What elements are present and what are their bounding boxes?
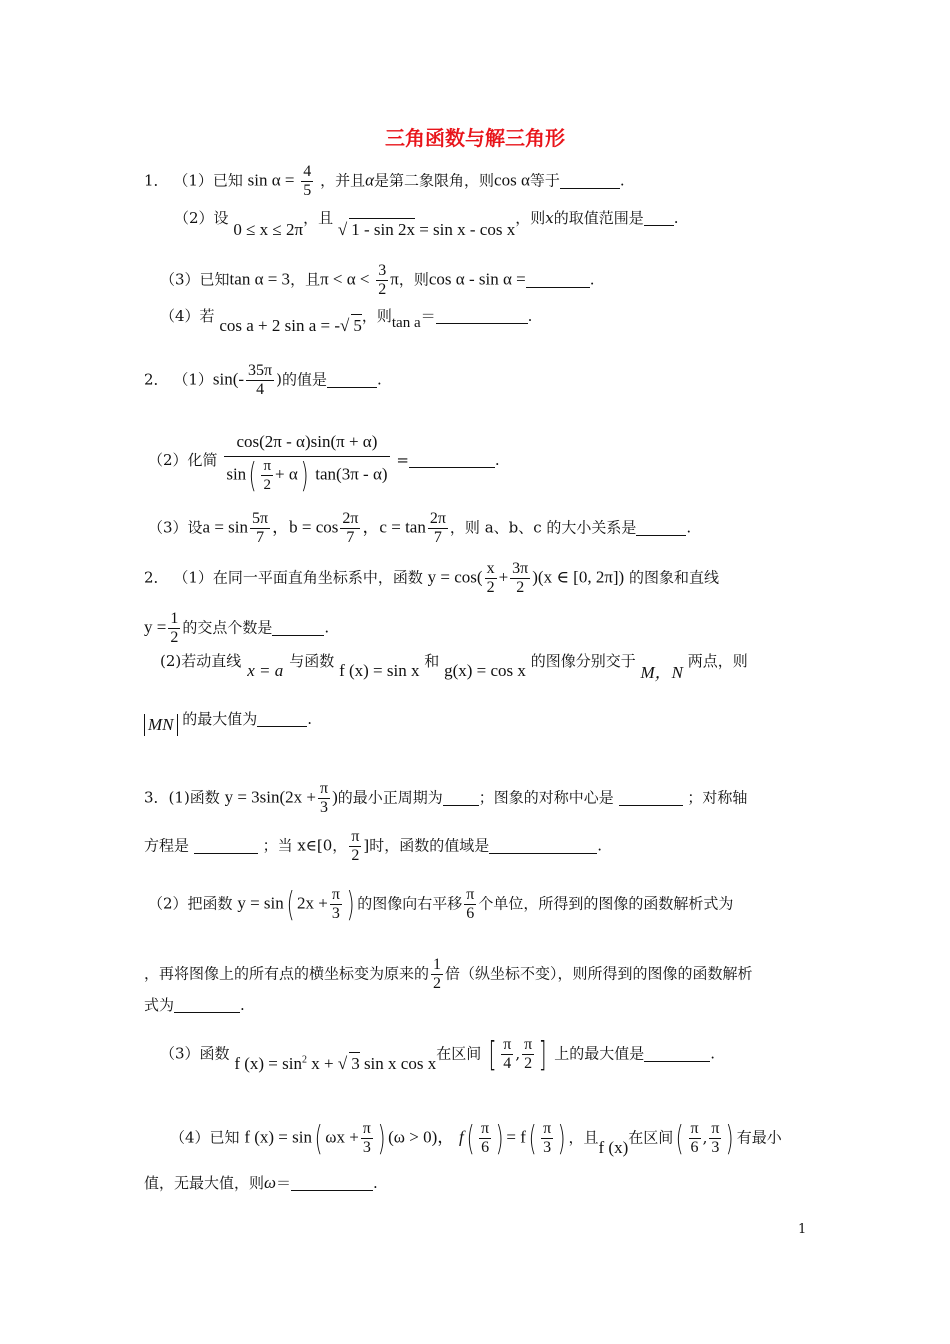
answer-blank[interactable] <box>489 838 597 854</box>
frac-den: 7 <box>256 529 265 546</box>
q2b-p1-line: y = <box>144 617 167 637</box>
q3-part1-cont: 方程是 ；当 x∈[0， $\frac{\pi}{2}$ ]时，函数的值域是 . <box>144 828 603 864</box>
answer-blank[interactable] <box>194 845 258 854</box>
q3-p4-eq: ＝ <box>276 1174 292 1192</box>
answer-blank[interactable] <box>436 308 528 324</box>
q2-p1-fraction <box>246 362 274 399</box>
q3-p4-f2-fraction <box>541 1120 553 1157</box>
q3-part2-cont <box>144 956 753 993</box>
frac-den: 5 <box>303 182 312 199</box>
q3-p4-fraction <box>361 1120 373 1157</box>
q3-p1-text: ；对称轴 <box>687 788 748 807</box>
q1-p3-expr: tan α = 3 <box>229 269 291 289</box>
frac-den: 2 <box>351 847 360 864</box>
q3-part3: （3）函数 f $(x) = \sin^2 x$ + √ 3 sin x cos x在区间 [ $\frac{\pi}{4}$ , $\frac{\pi}{2}$ ] 上的最大值是 . <box>160 1034 716 1075</box>
frac-num: 2π <box>342 510 359 527</box>
frac-den: 3 <box>543 1139 552 1156</box>
q3-p4-text: 有最小 <box>736 1128 782 1147</box>
q3-p4-text: ，且 <box>568 1128 599 1147</box>
q2b-p1-fraction2 <box>510 560 530 597</box>
frac-den: 6 <box>466 905 475 922</box>
frac-num: π <box>351 828 360 845</box>
answer-blank[interactable] <box>291 1175 373 1191</box>
frac-den: 7 <box>346 529 355 546</box>
q3-p3-label: （3）函数 <box>160 1044 230 1063</box>
paren: ( <box>466 1118 475 1159</box>
q1-p2-label: （2）设 <box>174 209 229 227</box>
q2-p1-label: （1） <box>173 370 213 389</box>
q3-part2 <box>148 886 733 923</box>
q3-p3-expr: f $(x) = \sin^2 x$ + √ 3 sin x cos x <box>234 1053 437 1073</box>
q2b-part1-cont: y = $\frac{1}{2}$ 的交点个数是 . <box>144 610 330 646</box>
answer-blank[interactable] <box>560 173 620 189</box>
q2b-number: 2． <box>144 568 169 587</box>
q3-part4: （4）已知 f (x) = sin( ωx + $\frac{\pi}{3}$ ) (ω > 0)， f( $\frac{\pi}{6}$ ) = f( $\frac{\pi}{3}$ ) ，且f (x)在区间( $\frac{\pi}{6}$ , $\frac{\pi}{3}$ ) 有最小 <box>170 1118 782 1159</box>
frac-num: π <box>690 1120 699 1137</box>
q3-p4-f: f <box>459 1127 464 1147</box>
superscript: 2 <box>302 1053 307 1065</box>
q2b-p1-text: 的交点个数是 <box>182 618 273 637</box>
q1-p2-text: ，则 <box>515 209 546 227</box>
answer-blank[interactable] <box>526 272 590 288</box>
frac-den: 3 <box>362 1139 371 1156</box>
q2-p3-label: （3）设 <box>148 518 203 537</box>
q1-p4-expr: cos a + 2 sin a = -√ 5 <box>219 316 362 335</box>
q3-p2-fraction <box>330 886 342 923</box>
q3-p3-text: 在区间 <box>436 1044 482 1063</box>
q3-p4-label: （4）已知 <box>170 1128 240 1147</box>
q3-p1-expr: ) <box>332 787 338 807</box>
q2b-p1-plus: + <box>498 567 509 587</box>
q3-number: 3． <box>144 788 169 807</box>
q2-number: 2． <box>144 370 169 389</box>
q2b-p1-fraction <box>485 560 497 597</box>
paren: ) <box>377 1118 386 1159</box>
q3-p1-text: ]时，函数的值域是 <box>363 836 490 855</box>
q3-p1-label: (1)函数 <box>168 788 220 807</box>
frac-num: 4 <box>303 163 312 180</box>
frac-num: π <box>524 1036 533 1053</box>
bracket: [ <box>488 1034 497 1075</box>
q2-p3-c-fraction <box>428 510 448 547</box>
frac-den: 4 <box>503 1055 512 1072</box>
q3-p4-interval-a <box>689 1120 701 1157</box>
q2b-p2-abs: MN <box>144 714 178 736</box>
q1-p4-label: （4）若 <box>160 307 215 325</box>
q3-p4-fx: f (x) <box>598 1137 629 1157</box>
q2-p2-eq: = <box>396 451 409 469</box>
answer-blank[interactable] <box>619 797 683 806</box>
q2b-p1-label: （1）在同一平面直角坐标系中，函数 <box>173 568 423 587</box>
q1-p3-fraction <box>376 262 388 299</box>
q3-p4-interval-b <box>709 1120 721 1157</box>
frac-den: 2 <box>170 629 179 646</box>
q3-p2-text: 的图像向右平移 <box>357 894 463 913</box>
q3-p4-text: 在区间 <box>628 1128 674 1147</box>
answer-blank[interactable] <box>272 620 324 636</box>
q2b-part2 <box>160 650 748 682</box>
q1-p1-alpha: α <box>365 170 375 190</box>
frac-num: x <box>486 560 495 577</box>
paren: ) <box>346 884 355 925</box>
q1-p1-fraction <box>301 163 313 200</box>
answer-blank[interactable] <box>644 210 674 226</box>
den-tan: tan(3π - α) <box>315 464 388 484</box>
q3-p3-interval-b <box>522 1036 534 1073</box>
q2b-p2-text: 的最大值为 <box>182 710 258 728</box>
q2b-p2-label: (2)若动直线 <box>160 652 242 670</box>
q1-part1: 1． （1）已知 sin α = $\frac{4}{5}$ ，并且α是第二象限角，则cos α等于 . <box>144 163 625 199</box>
q2-p3-a-fraction <box>250 510 270 547</box>
frac-num: π <box>362 1120 371 1137</box>
frac-num: π <box>331 886 340 903</box>
frac-num: π <box>320 780 329 797</box>
den-sin: sin <box>226 464 247 484</box>
paren: ) <box>300 455 309 496</box>
q1-p2-range: 0 ≤ x ≤ 2π <box>233 220 304 239</box>
q3-p1-text: ；当 x∈[0， <box>262 836 348 855</box>
q1-number: 1． <box>144 171 169 190</box>
q2-p3-c: ，c = tan <box>362 517 426 537</box>
q2b-p1-text: 的图象和直线 <box>629 568 720 587</box>
q2-part1: 2． （1）sin(- $\frac{35\pi}{4}$ )的值是 . <box>144 362 382 398</box>
q2b-p2-text: 的图像分别交于 <box>530 652 636 670</box>
q2-p3-b-fraction <box>340 510 360 547</box>
q1-p3-ineq: π < α < <box>320 269 370 289</box>
q1-p1-expr: sin α = <box>247 170 295 190</box>
q1-p2-x: x <box>545 209 554 227</box>
q1-p2-text: ，且 <box>303 209 334 227</box>
q1-p4-expr-text: cos a + 2 sin a = - <box>219 316 341 335</box>
q3-p4-f1-fraction <box>479 1120 491 1157</box>
q3-p2-text: 个单位，所得到的图像的函数解析式为 <box>478 894 734 913</box>
q3-p4-eq: = f <box>506 1127 526 1147</box>
frac-num: π <box>503 1036 512 1053</box>
q3-p4-expr: f (x) = sin <box>244 1127 312 1147</box>
frac-den: 2 <box>486 579 495 596</box>
q3-p1-text: 的最小正周期为 <box>337 788 443 807</box>
page-number: 1 <box>798 1222 807 1237</box>
q3-p3-text: 上的最大值是 <box>554 1044 645 1063</box>
paren: ( <box>314 1118 323 1159</box>
paren: ( <box>248 455 257 496</box>
q2-p1-expr: sin(- <box>212 369 245 389</box>
answer-blank[interactable] <box>174 997 240 1013</box>
frac-num: 5π <box>252 510 269 527</box>
q2-p3-a: a = sin <box>202 517 249 537</box>
q1-p1-text: ，并且 <box>320 171 366 190</box>
paren: ( <box>528 1118 537 1159</box>
q2b-p1-line-fraction <box>168 610 180 647</box>
expr-part: f (x) = sin <box>234 1053 302 1073</box>
page-title: 三角函数与解三角形 <box>385 126 565 150</box>
frac-den: 7 <box>433 529 442 546</box>
frac-den: 2 <box>378 281 387 298</box>
q2b-p2-and: 和 <box>424 652 440 670</box>
q3-p1-fraction <box>318 780 330 817</box>
q3-p1-expr: y = 3sin(2x + <box>224 787 317 807</box>
q3-p2-half-fraction <box>431 956 443 993</box>
frac-num: 1 <box>170 610 179 627</box>
q2b-p2-g: g(x) = cos x <box>444 661 526 680</box>
inner-fraction <box>261 457 273 494</box>
q2b-p2-text: 与函数 <box>289 652 335 670</box>
q3-p1-text: ；图象的对称中心是 <box>478 788 614 807</box>
q3-p1-text: 方程是 <box>144 836 190 855</box>
q1-p1-label: （1）已知 <box>173 171 243 190</box>
q2b-p2-mn: M，N <box>640 663 683 682</box>
q3-p2-label: （2）把函数 <box>148 894 233 913</box>
frac-num: π <box>481 1120 490 1137</box>
frac-den: 3 <box>320 799 329 816</box>
q2-p2-label: （2）化简 <box>148 451 218 469</box>
paren: ) <box>495 1118 504 1159</box>
q2b-p1-expr: y = cos( <box>427 567 483 587</box>
frac-num: 3 <box>378 262 387 279</box>
paren: ( <box>286 884 295 925</box>
paren: ) <box>726 1118 735 1159</box>
q1-p1-text: 是第二象限角，则 <box>374 171 495 190</box>
q3-part1 <box>144 780 747 817</box>
q2b-p2-text: 两点，则 <box>687 652 748 670</box>
q3-p2-text: 倍（纵坐标不变），则所得到的图像的函数解析 <box>445 964 753 983</box>
q3-p2-text: ，再将图像上的所有点的横坐标变为原来的 <box>144 964 430 983</box>
q1-p3-pi: π <box>390 269 399 289</box>
q1-p3-text: ，且 <box>290 270 321 289</box>
frac-den: 2 <box>433 975 442 992</box>
paren: ( <box>675 1118 684 1159</box>
answer-blank[interactable] <box>644 1046 710 1062</box>
paren: ) <box>557 1118 566 1159</box>
frac-den: 3 <box>711 1139 720 1156</box>
q3-p2-expr: y = sin <box>237 893 284 913</box>
q2b-p1-domain: )(x ∈ [0, 2π]) <box>532 567 625 587</box>
frac-num: 3π <box>512 560 529 577</box>
bracket: ] <box>538 1034 547 1075</box>
q1-p3-text: ，则 <box>398 270 429 289</box>
frac-den: 3 <box>331 905 340 922</box>
q3-p1-range-fraction <box>349 828 361 865</box>
q1-p2-expr: = sin x - cos x <box>419 220 516 239</box>
q2b-p2-f: f (x) = sin x <box>339 661 420 680</box>
q3-p4-omega: ω <box>264 1173 277 1192</box>
frac-den: 6 <box>690 1139 699 1156</box>
q3-part2-cont2: 式为 . <box>144 996 245 1014</box>
q1-p3-label: （3）已知 <box>160 270 230 289</box>
frac-num: cos(2π - α)sin(π + α) <box>224 428 389 457</box>
q2-part3: （3）设a = sin $\frac{5\pi}{7}$ ，b = cos $\frac{2\pi}{7}$ ，c = tan $\frac{2\pi}{7}$ ，则 a、b、c 的大小关系是 . <box>148 510 692 546</box>
q3-p2-text: 式为 <box>144 996 175 1014</box>
q3-p2-shift-fraction <box>464 886 476 923</box>
frac-num: 1 <box>433 956 442 973</box>
q1-p1-cos: cos α <box>494 170 530 190</box>
q1-p1-text: 等于 <box>529 171 560 190</box>
frac-num: π <box>466 886 475 903</box>
q1-part3: （3）已知tan α = 3，且π < α < $\frac{3}{2}$ π，则cos α - sin α = . <box>160 262 595 298</box>
q1-p4-ask: tan a <box>391 315 421 331</box>
q2-part2: （2）化简 cos(2π - α)sin(π + α) sin( $\frac{\pi}{2}$ + α) tan(3π - α) = . <box>148 428 500 494</box>
q3-p3-interval-a <box>501 1036 513 1073</box>
q1-p4-text: ，则 <box>361 307 392 325</box>
frac-den: 4 <box>256 381 265 398</box>
frac-num: 35π <box>248 362 273 379</box>
q1-part2: （2）设 0 ≤ x ≤ 2π，且 √ 1 - sin 2x = sin x - cos x，则x的取值范围是 . <box>174 209 679 239</box>
q3-p4-cond: (ω > 0)， <box>388 1127 455 1147</box>
frac-num: π <box>711 1120 720 1137</box>
expr-part: x + <box>311 1053 334 1073</box>
expr-part: sin x cos x <box>363 1053 437 1073</box>
answer-blank[interactable] <box>327 372 377 388</box>
q3-p2-expr: 2x + <box>297 893 328 913</box>
q1-p4-eq: ＝ <box>420 307 436 325</box>
q2-p1-text: )的值是 <box>276 370 327 389</box>
frac-den: 2 <box>263 477 271 493</box>
frac-num: π <box>263 458 272 474</box>
q1-p3-ask: cos α - sin α = <box>428 269 526 289</box>
answer-blank[interactable] <box>636 520 686 536</box>
frac-num: 2π <box>429 510 446 527</box>
frac-den: 2 <box>516 579 525 596</box>
frac-num: π <box>543 1120 552 1137</box>
q3-p4-expr: ωx + <box>325 1127 359 1147</box>
q1-part4: （4）若 cos a + 2 sin a = -√ 5，则tan a＝ . <box>160 307 533 335</box>
q2-p3-text: ，则 a、b、c 的大小关系是 <box>449 518 637 537</box>
q2-p2-fraction <box>224 428 389 494</box>
q1-p2-sqrt-expr: √ 1 - sin 2x = sin x - cos x <box>337 220 516 239</box>
q2b-part2-cont: MN 的最大值为 . <box>144 708 312 730</box>
q2-p3-b: ，b = cos <box>272 517 339 537</box>
q3-p4-text: 值，无最大值，则 <box>144 1174 265 1192</box>
den-plus: + α <box>275 464 298 484</box>
frac-den <box>224 457 389 494</box>
q1-p2-text: 的取值范围是 <box>553 209 644 227</box>
answer-blank[interactable] <box>257 711 307 727</box>
q2b-part1 <box>144 560 719 597</box>
frac-den: 6 <box>481 1139 490 1156</box>
answer-blank[interactable] <box>409 452 495 468</box>
q3-part4-cont: 值，无最大值，则ω＝ . <box>144 1173 378 1192</box>
q2b-p2-x: x = a <box>247 661 284 680</box>
sqrt-radicand: 3 <box>351 1053 360 1073</box>
answer-blank[interactable] <box>443 790 479 806</box>
frac-den: 2 <box>524 1055 533 1072</box>
sqrt-radicand: 5 <box>353 316 362 335</box>
sqrt-radicand: 1 - sin 2x <box>351 220 415 239</box>
